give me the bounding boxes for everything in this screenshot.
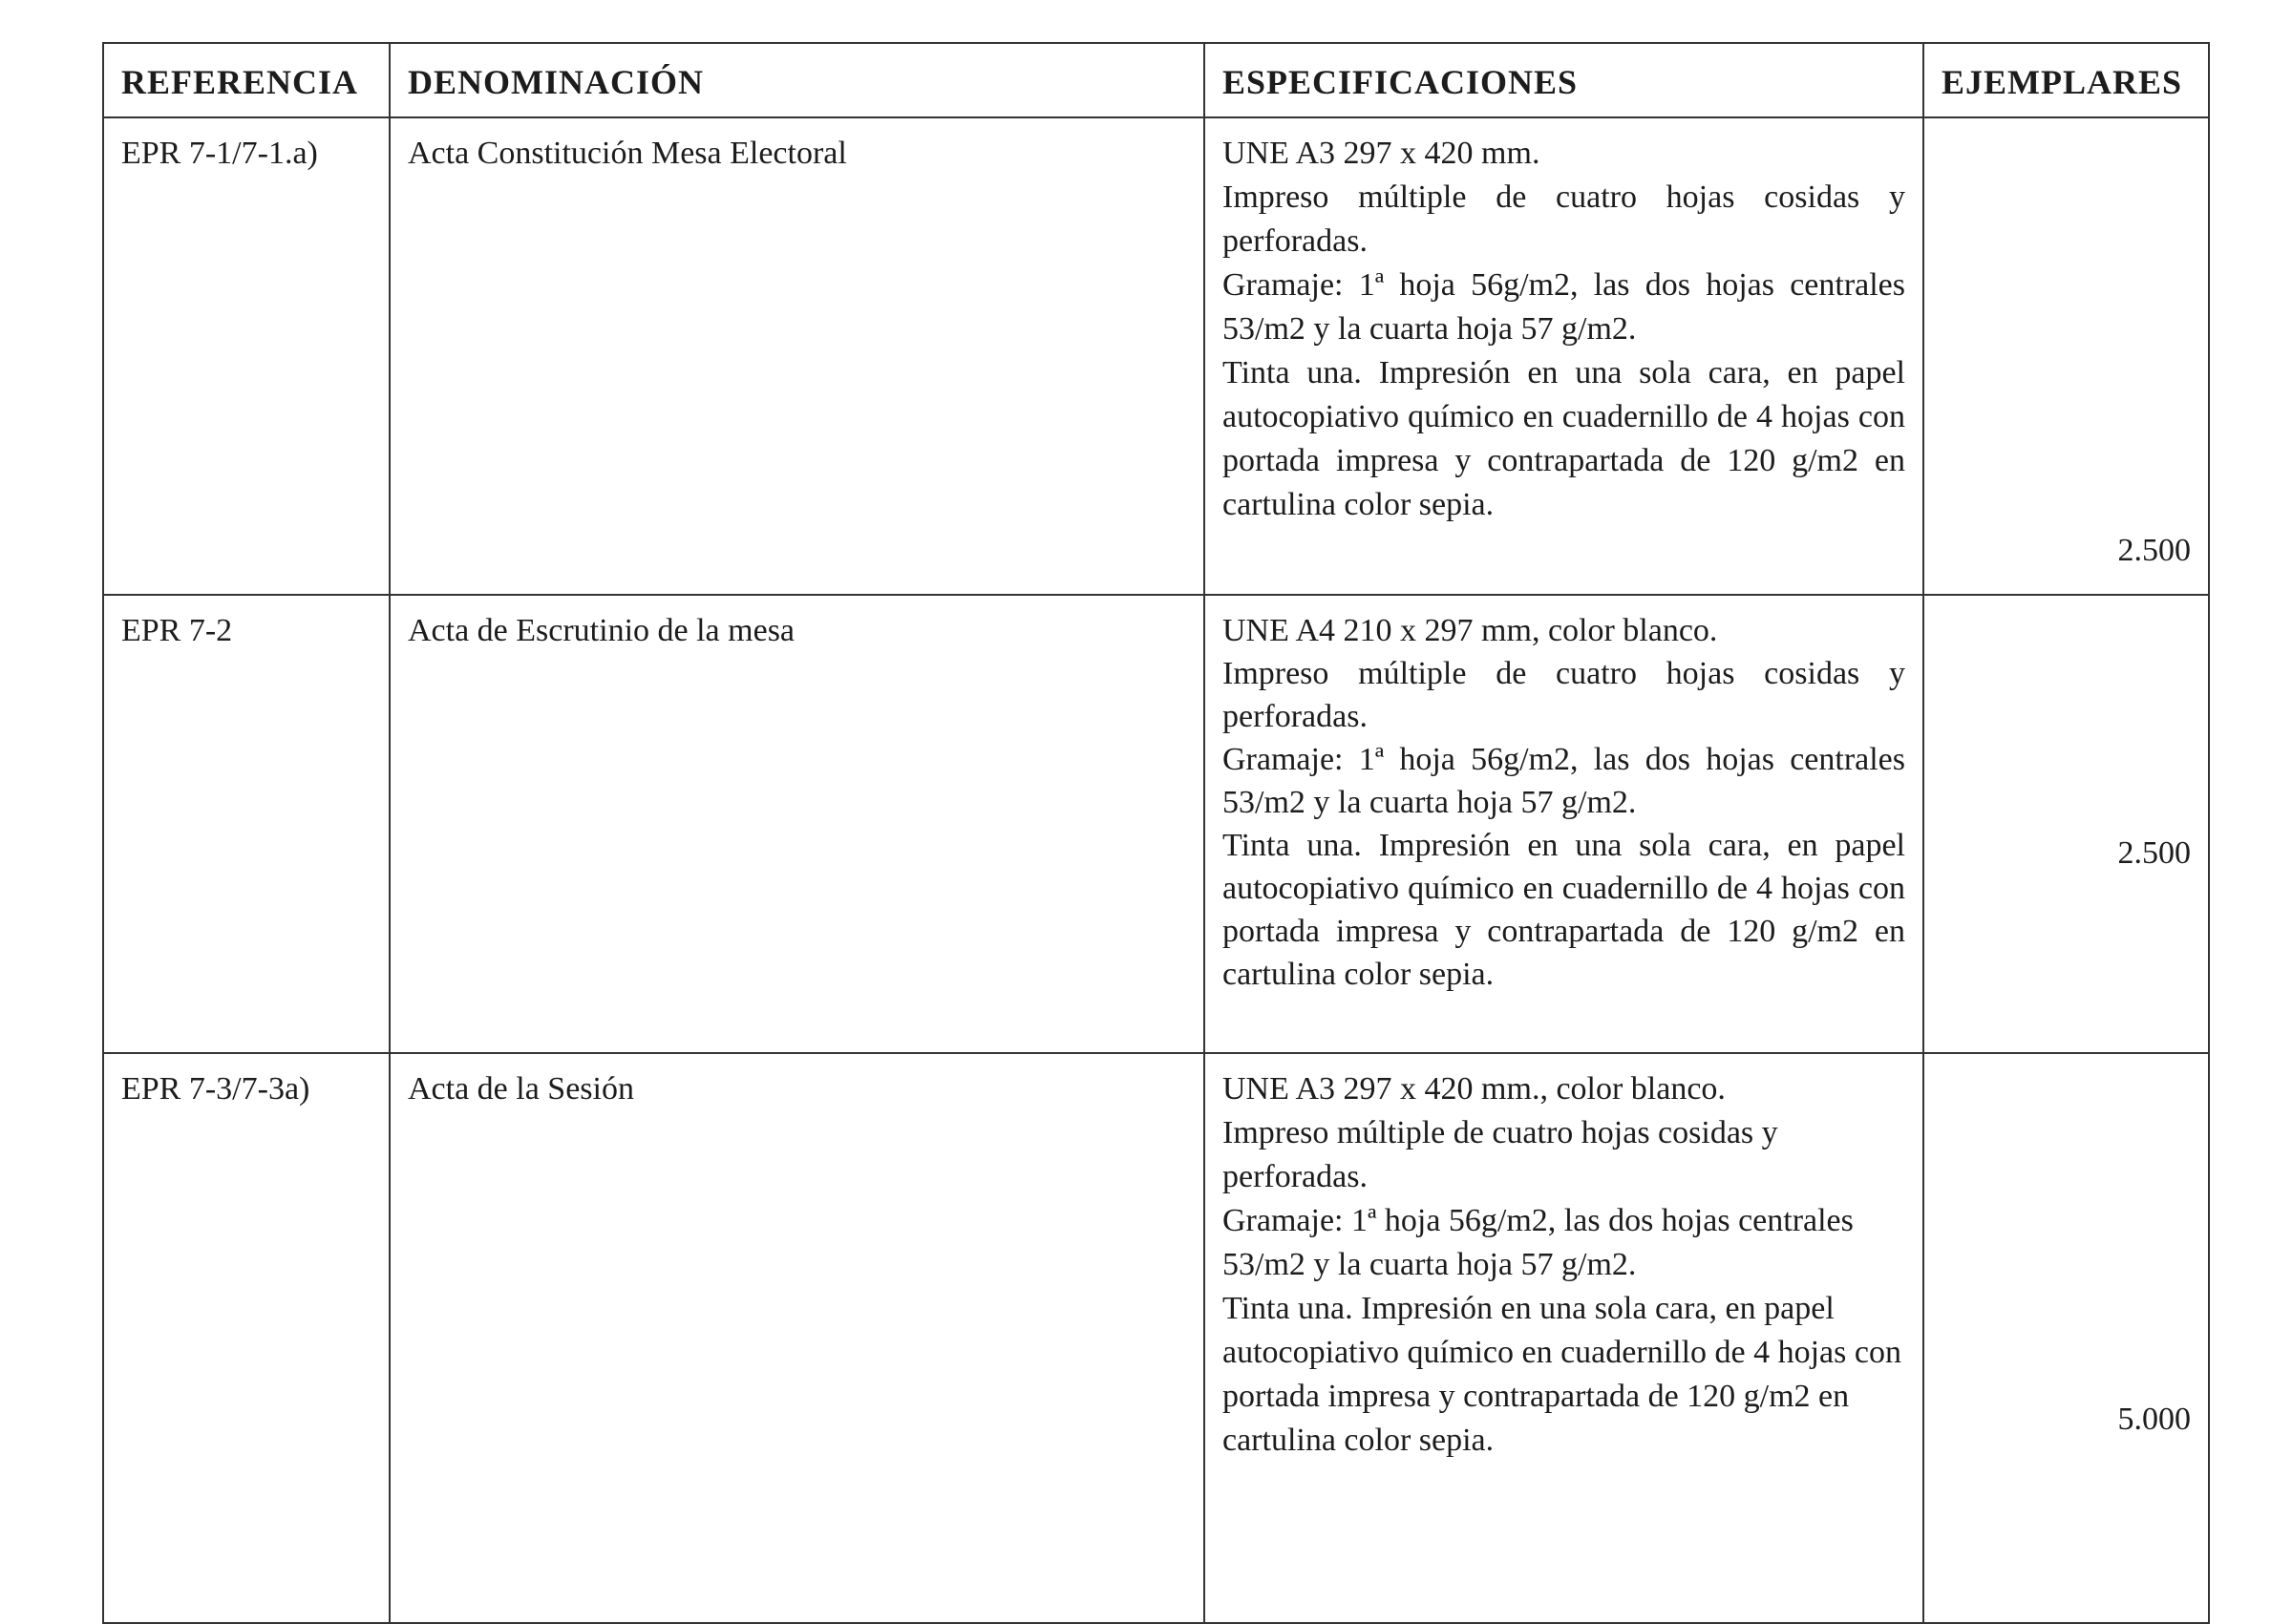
cell-ejemplares: 5.000 bbox=[1923, 1053, 2209, 1623]
spec-line: Impreso múltiple de cuatro hojas cosidas y perforadas. bbox=[1222, 179, 1905, 259]
header-especificaciones: ESPECIFICACIONES bbox=[1204, 43, 1923, 117]
table-row bbox=[103, 117, 2209, 595]
cell-ejemplares: 2.500 bbox=[1923, 595, 2209, 1053]
cell-denominacion: Acta Constitución Mesa Electoral bbox=[390, 117, 1204, 595]
table-row bbox=[103, 595, 2209, 1053]
cell-especificaciones bbox=[1204, 595, 1923, 1053]
spec-line: Impreso múltiple de cuatro hojas cosidas y perforadas. bbox=[1222, 656, 1905, 734]
table-row bbox=[103, 1053, 2209, 1623]
spec-line: Gramaje: 1ª hoja 56g/m2, las dos hojas centrales 53/m2 y la cuarta hoja 57 g/m2. bbox=[1222, 1203, 1854, 1282]
header-referencia: REFERENCIA bbox=[103, 43, 390, 117]
cell-especificaciones bbox=[1204, 1053, 1923, 1623]
cell-referencia: EPR 7-3/7-3a) bbox=[103, 1053, 390, 1623]
cell-referencia: EPR 7-1/7-1.a) bbox=[103, 117, 390, 595]
specifications-table bbox=[102, 42, 2210, 1624]
header-denominacion: DENOMINACIÓN bbox=[390, 43, 1204, 117]
spec-line: UNE A3 297 x 420 mm., color blanco. bbox=[1222, 1071, 1726, 1107]
header-row bbox=[103, 43, 2209, 117]
header-ejemplares: EJEMPLARES bbox=[1923, 43, 2209, 117]
spec-line: Tinta una. Impresión en una sola cara, en papel autocopiativo químico en cuadernillo de 4 hojas con portada impresa y contrapartada de 120 g/m2 en cartulina color sepia. bbox=[1222, 355, 1905, 522]
spec-line: Gramaje: 1ª hoja 56g/m2, las dos hojas centrales 53/m2 y la cuarta hoja 57 g/m2. bbox=[1222, 742, 1905, 820]
spec-line: Tinta una. Impresión en una sola cara, en papel autocopiativo químico en cuadernillo de 4 hojas con portada impresa y contrapartada de 120 g/m2 en cartulina color sepia. bbox=[1222, 828, 1905, 992]
spec-line: Gramaje: 1ª hoja 56g/m2, las dos hojas centrales 53/m2 y la cuarta hoja 57 g/m2. bbox=[1222, 267, 1905, 347]
spec-line: UNE A3 297 x 420 mm. bbox=[1222, 136, 1540, 171]
cell-referencia: EPR 7-2 bbox=[103, 595, 390, 1053]
spec-line: UNE A4 210 x 297 mm, color blanco. bbox=[1222, 613, 1718, 648]
cell-denominacion: Acta de la Sesión bbox=[390, 1053, 1204, 1623]
spec-line: Impreso múltiple de cuatro hojas cosidas y perforadas. bbox=[1222, 1115, 1778, 1194]
cell-ejemplares: 2.500 bbox=[1923, 117, 2209, 595]
cell-especificaciones bbox=[1204, 117, 1923, 595]
cell-denominacion: Acta de Escrutinio de la mesa bbox=[390, 595, 1204, 1053]
spec-line: Tinta una. Impresión en una sola cara, en papel autocopiativo químico en cuadernillo de 4 hojas con portada impresa y contrapartada de 120 g/m2 en cartulina color sepia. bbox=[1222, 1291, 1901, 1458]
